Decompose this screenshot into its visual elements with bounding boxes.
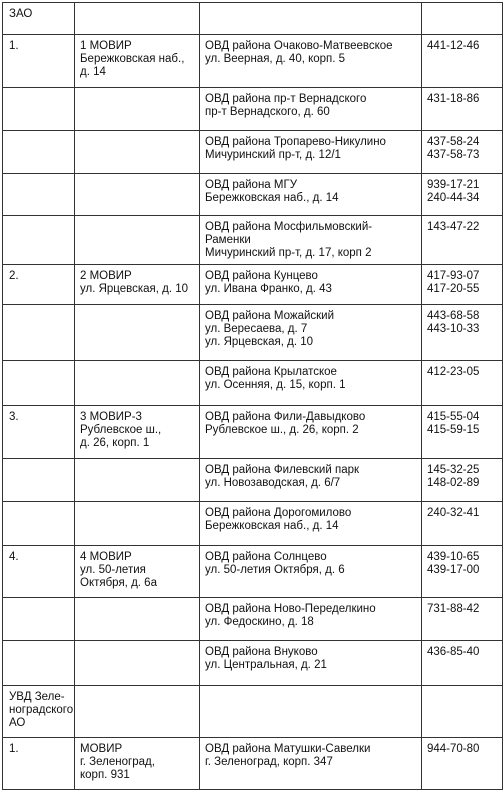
table-row bbox=[3, 598, 503, 641]
movir-cell bbox=[75, 88, 200, 131]
ovd-cell bbox=[200, 3, 422, 35]
table-row bbox=[3, 686, 503, 738]
movir-cell bbox=[75, 641, 200, 686]
district-cell: 3. bbox=[3, 406, 75, 459]
ovd-cell: ОВД района МГУ Бережковская наб., д. 14 bbox=[200, 174, 422, 216]
directory-table bbox=[2, 2, 503, 790]
phone-cell: 939-17-21 240-44-34 bbox=[422, 174, 503, 216]
movir-cell bbox=[75, 3, 200, 35]
movir-cell: 3 МОВИР-3 Рублевское ш., д. 26, корп. 1 bbox=[75, 406, 200, 459]
phone-cell: 417-93-07 417-20-55 bbox=[422, 265, 503, 305]
district-cell bbox=[3, 598, 75, 641]
movir-cell bbox=[75, 502, 200, 546]
phone-cell bbox=[422, 3, 503, 35]
table-row bbox=[3, 502, 503, 546]
ovd-cell: ОВД района Внуково ул. Центральная, д. 21 bbox=[200, 641, 422, 686]
ovd-cell: ОВД района Мосфильмовский-Раменки Мичуринский пр-т, д. 17, корп 2 bbox=[200, 216, 422, 265]
district-cell bbox=[3, 131, 75, 174]
table-row bbox=[3, 546, 503, 598]
district-cell: 1. bbox=[3, 35, 75, 88]
district-cell: 2. bbox=[3, 265, 75, 305]
table-row bbox=[3, 305, 503, 361]
table-row bbox=[3, 88, 503, 131]
phone-cell: 431-18-86 bbox=[422, 88, 503, 131]
movir-cell bbox=[75, 174, 200, 216]
ovd-cell: ОВД района Тропарево-Никулино Мичуринский пр-т, д. 12/1 bbox=[200, 131, 422, 174]
district-cell: 4. bbox=[3, 546, 75, 598]
district-cell: 1. bbox=[3, 738, 75, 790]
district-cell bbox=[3, 305, 75, 361]
table-row bbox=[3, 174, 503, 216]
ovd-cell: ОВД района пр-т Вернадского пр-т Вернадского, д. 60 bbox=[200, 88, 422, 131]
movir-cell: 2 МОВИР ул. Ярцевская, д. 10 bbox=[75, 265, 200, 305]
district-cell: ЗАО bbox=[3, 3, 75, 35]
phone-cell bbox=[422, 686, 503, 738]
movir-cell bbox=[75, 216, 200, 265]
ovd-cell: ОВД района Дорогомилово Бережковская наб., д. 14 bbox=[200, 502, 422, 546]
district-cell bbox=[3, 641, 75, 686]
phone-cell: 944-70-80 bbox=[422, 738, 503, 790]
movir-cell: 4 МОВИР ул. 50-летия Октября, д. 6а bbox=[75, 546, 200, 598]
table-row bbox=[3, 265, 503, 305]
ovd-cell: ОВД района Ново-Переделкино ул. Федоскино, д. 18 bbox=[200, 598, 422, 641]
movir-cell: 1 МОВИР Бережковская наб., д. 14 bbox=[75, 35, 200, 88]
district-cell bbox=[3, 361, 75, 406]
movir-cell bbox=[75, 686, 200, 738]
district-cell: УВД Зеле- ноградского АО bbox=[3, 686, 75, 738]
movir-cell bbox=[75, 131, 200, 174]
ovd-cell: ОВД района Фили-Давыдково Рублевское ш., д. 26, корп. 2 bbox=[200, 406, 422, 459]
phone-cell: 441-12-46 bbox=[422, 35, 503, 88]
table-row bbox=[3, 216, 503, 265]
movir-cell bbox=[75, 459, 200, 502]
ovd-cell: ОВД района Солнцево ул. 50-летия Октября, д. 6 bbox=[200, 546, 422, 598]
phone-cell: 439-10-65 439-17-00 bbox=[422, 546, 503, 598]
movir-cell bbox=[75, 598, 200, 641]
table-row bbox=[3, 641, 503, 686]
table-row bbox=[3, 406, 503, 459]
phone-cell: 436-85-40 bbox=[422, 641, 503, 686]
table-row bbox=[3, 35, 503, 88]
movir-cell bbox=[75, 361, 200, 406]
table-row bbox=[3, 361, 503, 406]
ovd-cell: ОВД района Филевский парк ул. Новозаводская, д. 6/7 bbox=[200, 459, 422, 502]
table-row bbox=[3, 738, 503, 790]
phone-cell: 143-47-22 bbox=[422, 216, 503, 265]
movir-cell bbox=[75, 305, 200, 361]
district-cell bbox=[3, 502, 75, 546]
phone-cell: 412-23-05 bbox=[422, 361, 503, 406]
movir-cell: МОВИР г. Зеленоград, корп. 931 bbox=[75, 738, 200, 790]
ovd-cell: ОВД района Матушки-Савелки г. Зеленоград, корп. 347 bbox=[200, 738, 422, 790]
phone-cell: 145-32-25 148-02-89 bbox=[422, 459, 503, 502]
phone-cell: 415-55-04 415-59-15 bbox=[422, 406, 503, 459]
phone-cell: 443-68-58 443-10-33 bbox=[422, 305, 503, 361]
district-cell bbox=[3, 174, 75, 216]
table-row bbox=[3, 459, 503, 502]
district-cell bbox=[3, 459, 75, 502]
ovd-cell: ОВД района Очаково-Матвеевское ул. Веерная, д. 40, корп. 5 bbox=[200, 35, 422, 88]
ovd-cell: ОВД района Можайский ул. Вересаева, д. 7 ул. Ярцевская, д. 10 bbox=[200, 305, 422, 361]
ovd-cell: ОВД района Кунцево ул. Ивана Франко, д. 43 bbox=[200, 265, 422, 305]
ovd-cell bbox=[200, 686, 422, 738]
phone-cell: 437-58-24 437-58-73 bbox=[422, 131, 503, 174]
table-row bbox=[3, 3, 503, 35]
phone-cell: 731-88-42 bbox=[422, 598, 503, 641]
phone-cell: 240-32-41 bbox=[422, 502, 503, 546]
district-cell bbox=[3, 88, 75, 131]
table-row bbox=[3, 131, 503, 174]
ovd-cell: ОВД района Крылатское ул. Осенняя, д. 15, корп. 1 bbox=[200, 361, 422, 406]
district-cell bbox=[3, 216, 75, 265]
